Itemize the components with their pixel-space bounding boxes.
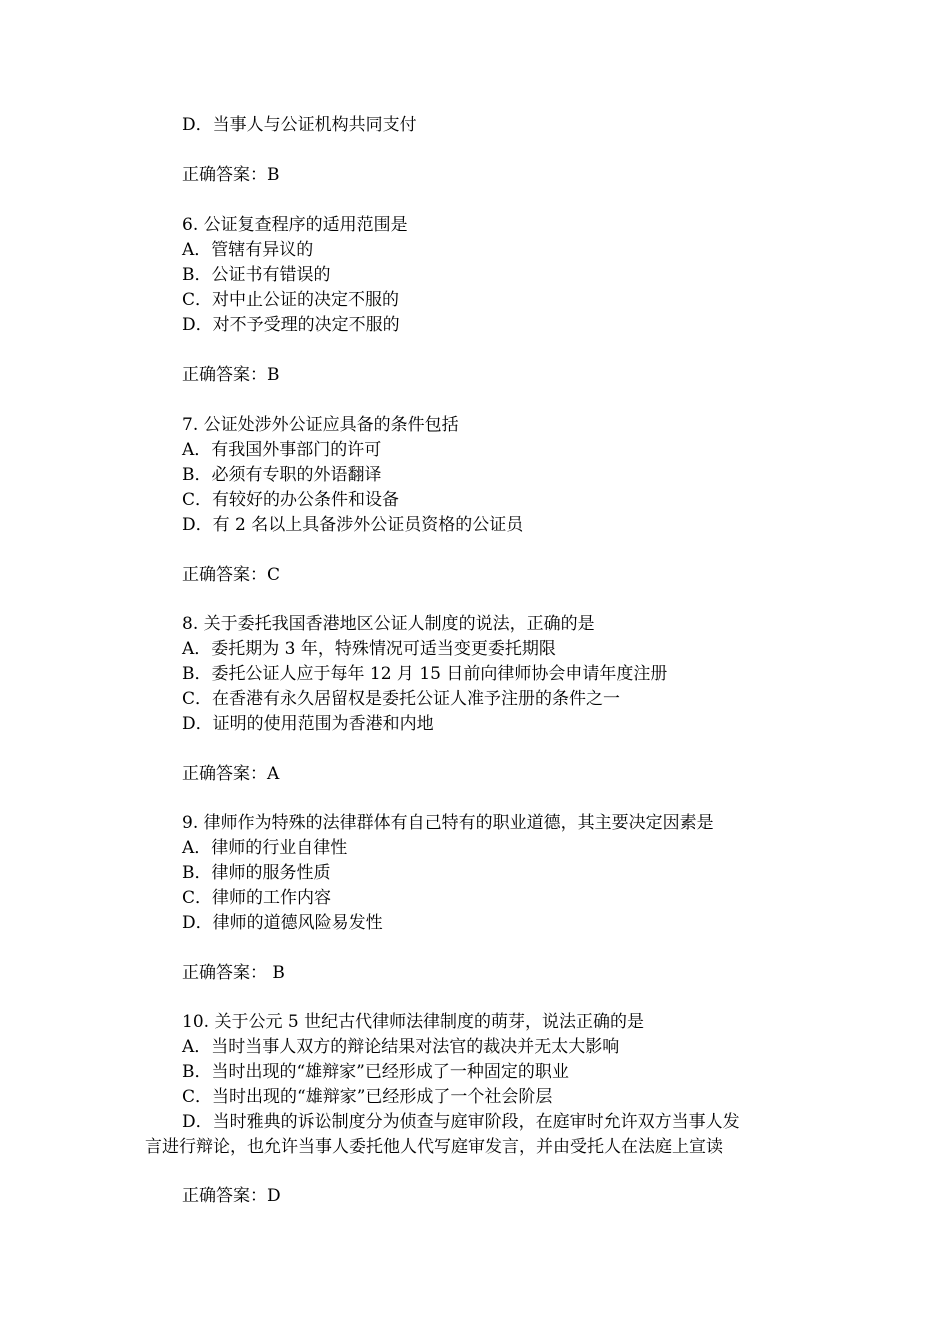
option-d-q7: D．有 2 名以上具备涉外公证员资格的公证员 [182, 515, 524, 535]
option-d-q10: D．当时雅典的诉讼制度分为侦查与庭审阶段，在庭审时允许双方当事人发 [182, 1112, 740, 1132]
option-c-q8: C．在香港有永久居留权是委托公证人准予注册的条件之一 [182, 689, 621, 709]
option-a-q9: A．律师的行业自律性 [182, 838, 348, 858]
option-b-q10: B．当时出现的“雄辩家”已经形成了一种固定的职业 [182, 1062, 569, 1082]
option-c-q7: C．有较好的办公条件和设备 [182, 490, 400, 510]
option-b-q8: B．委托公证人应于每年 12 月 15 日前向律师协会申请年度注册 [182, 664, 668, 684]
option-a-q8: A．委托期为 3 年，特殊情况可适当变更委托期限 [182, 639, 556, 659]
option-c-q6: C．对中止公证的决定不服的 [182, 290, 400, 310]
answer-q7: 正确答案：C [182, 565, 281, 585]
answer-q8: 正确答案：A [182, 764, 280, 784]
question-9: 9. 律师作为特殊的法律群体有自己特有的职业道德，其主要决定因素是 [182, 813, 714, 833]
question-8: 8. 关于委托我国香港地区公证人制度的说法，正确的是 [182, 614, 595, 634]
answer-q6: 正确答案：B [182, 365, 280, 385]
option-c-q9: C．律师的工作内容 [182, 888, 332, 908]
answer-q5: 正确答案：B [182, 165, 280, 185]
question-7: 7. 公证处涉外公证应具备的条件包括 [182, 415, 459, 435]
option-a-q10: A．当时当事人双方的辩论结果对法官的裁决并无太大影响 [182, 1037, 620, 1057]
option-a-q6: A．管辖有异议的 [182, 240, 314, 260]
option-d-q6: D．对不予受理的决定不服的 [182, 315, 400, 335]
option-d-q8: D．证明的使用范围为香港和内地 [182, 714, 434, 734]
option-a-q7: A．有我国外事部门的许可 [182, 440, 382, 460]
answer-q9: 正确答案： B [182, 963, 285, 983]
option-d-q9: D．律师的道德风险易发性 [182, 913, 383, 933]
answer-q10: 正确答案：D [182, 1186, 281, 1206]
question-6: 6. 公证复查程序的适用范围是 [182, 215, 408, 235]
option-b-q9: B．律师的服务性质 [182, 863, 331, 883]
option-d-q10-continued: 言进行辩论，也允许当事人委托他人代写庭审发言，并由受托人在法庭上宣读 [145, 1137, 723, 1157]
option-c-q10: C．当时出现的“雄辩家”已经形成了一个社会阶层 [182, 1087, 553, 1107]
option-d-q5: D．当事人与公证机构共同支付 [182, 115, 417, 135]
option-b-q6: B．公证书有错误的 [182, 265, 331, 285]
question-10: 10. 关于公元 5 世纪古代律师法律制度的萌芽，说法正确的是 [182, 1012, 645, 1032]
option-b-q7: B．必须有专职的外语翻译 [182, 465, 382, 485]
